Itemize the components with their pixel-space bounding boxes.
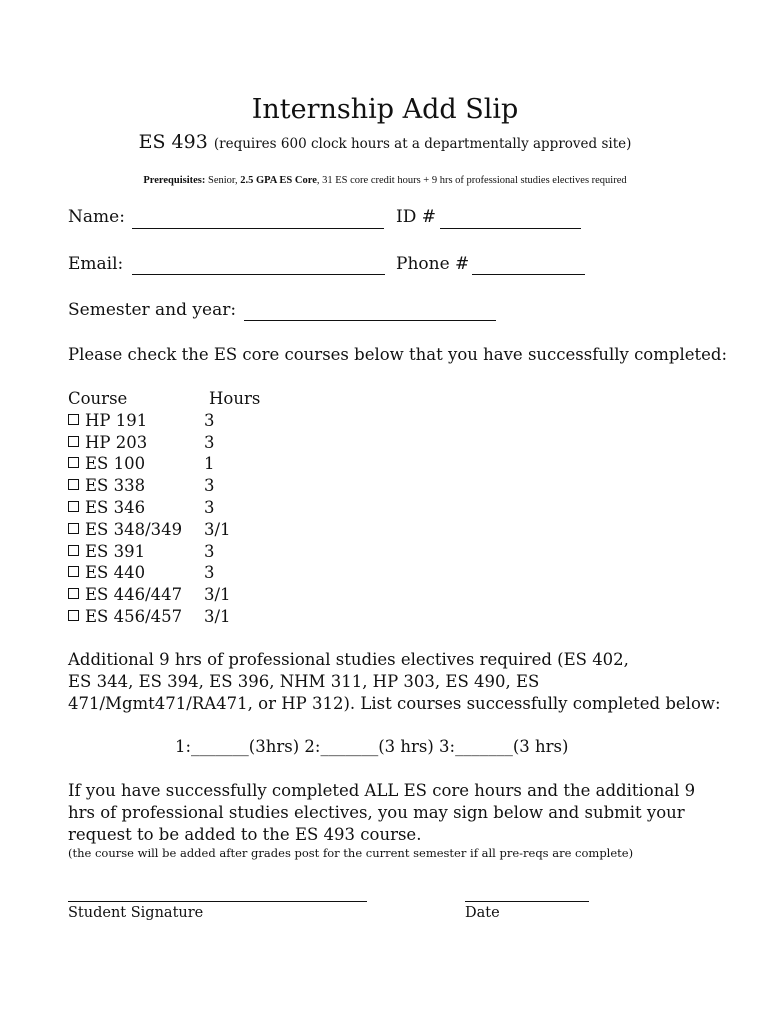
course-name: [68, 607, 182, 626]
course-hours: 3: [204, 563, 215, 583]
course-code-text: ES 391: [85, 541, 146, 561]
course-header: Course: [68, 389, 128, 408]
course-hours: 3: [204, 410, 215, 430]
check-instruction: Please check the ES core courses below that you have successfully completed:: [68, 345, 728, 364]
course-hours: 1: [204, 454, 215, 474]
course-hours: 3: [204, 476, 215, 496]
course-name: [68, 411, 147, 430]
semester-input-line[interactable]: [244, 306, 496, 321]
date-label: Date: [465, 905, 500, 921]
checkbox-icon[interactable]: [68, 501, 79, 512]
course-name: [68, 542, 145, 561]
course-subtitle: [0, 131, 770, 153]
course-name: [68, 498, 145, 517]
checkbox-icon[interactable]: [68, 545, 79, 556]
course-code-text: ES 100: [85, 454, 146, 474]
checkbox-icon[interactable]: [68, 414, 79, 425]
prereq-bold: 2.5 GPA ES Core: [240, 175, 317, 186]
checkbox-icon[interactable]: [68, 436, 79, 447]
semester-field-label: Semester and year:: [68, 300, 237, 320]
course-hours: 3: [204, 497, 215, 517]
course-code-text: ES 456/457: [85, 606, 183, 626]
sign-text-line-3: request to be added to the ES 493 course.: [68, 825, 422, 844]
course-code-text: HP 203: [85, 432, 148, 452]
email-input-line[interactable]: [132, 260, 385, 275]
phone-input-line[interactable]: [472, 260, 585, 275]
course-name: [68, 585, 182, 604]
course-name: [68, 454, 145, 473]
elective-slots[interactable]: 1:_______(3hrs) 2:_______(3 hrs) 3:_______(3 hrs): [175, 737, 569, 756]
course-hours: 3: [204, 541, 215, 561]
course-code-text: ES 440: [85, 563, 146, 583]
signature-line[interactable]: [68, 900, 367, 902]
date-line[interactable]: [465, 900, 589, 902]
checkbox-icon[interactable]: [68, 479, 79, 490]
signature-label: Student Signature: [68, 905, 204, 921]
electives-line-1: Additional 9 hrs of professional studies electives required (ES 402,: [68, 650, 629, 669]
sign-text-line-2: hrs of professional studies electives, you may sign below and submit your: [68, 803, 685, 822]
checkbox-icon[interactable]: [68, 457, 79, 468]
page-title: Internship Add Slip: [251, 94, 519, 125]
hours-header: Hours: [209, 389, 261, 408]
electives-line-3: 471/Mgmt471/RA471, or HP 312). List courses successfully completed below:: [68, 694, 721, 713]
prerequisites: [0, 175, 770, 186]
course-code-text: ES 346: [85, 497, 146, 517]
sign-note: (the course will be added after grades post for the current semester if all pre-reqs are complete): [68, 846, 634, 860]
electives-line-2: ES 344, ES 394, ES 396, NHM 311, HP 303, ES 490, ES: [68, 672, 540, 691]
id-input-line[interactable]: [440, 214, 581, 229]
course-note: (requires 600 clock hours at a departmentally approved site): [213, 136, 632, 152]
course-code-text: ES 446/447: [85, 585, 183, 605]
email-field-label: Email:: [68, 254, 124, 274]
course-code-text: ES 348/349: [85, 519, 183, 539]
course-code-text: ES 338: [85, 476, 146, 496]
course-name: [68, 563, 145, 582]
course-hours: 3/1: [204, 585, 231, 605]
course-hours: 3/1: [204, 606, 231, 626]
prereq-label: Prerequisites:: [143, 175, 206, 186]
prereq-text1: Senior,: [205, 175, 241, 186]
checkbox-icon[interactable]: [68, 523, 79, 534]
course-code-text: HP 191: [85, 410, 148, 430]
phone-field-label: Phone #: [396, 254, 470, 274]
prereq-text2: , 31 ES core credit hours + 9 hrs of professional studies electives required: [316, 175, 627, 186]
course-name: [68, 476, 145, 495]
name-field-label: Name:: [68, 207, 125, 227]
name-input-line[interactable]: [132, 214, 384, 229]
sign-text-line-1: If you have successfully completed ALL ES core hours and the additional 9: [68, 781, 696, 800]
course-hours: 3: [204, 432, 215, 452]
course-name: [68, 520, 182, 539]
course-name: [68, 433, 147, 452]
id-field-label: ID #: [396, 207, 436, 227]
checkbox-icon[interactable]: [68, 566, 79, 577]
checkbox-icon[interactable]: [68, 588, 79, 599]
course-hours: 3/1: [204, 519, 231, 539]
checkbox-icon[interactable]: [68, 610, 79, 621]
course-code: ES 493: [138, 131, 208, 153]
